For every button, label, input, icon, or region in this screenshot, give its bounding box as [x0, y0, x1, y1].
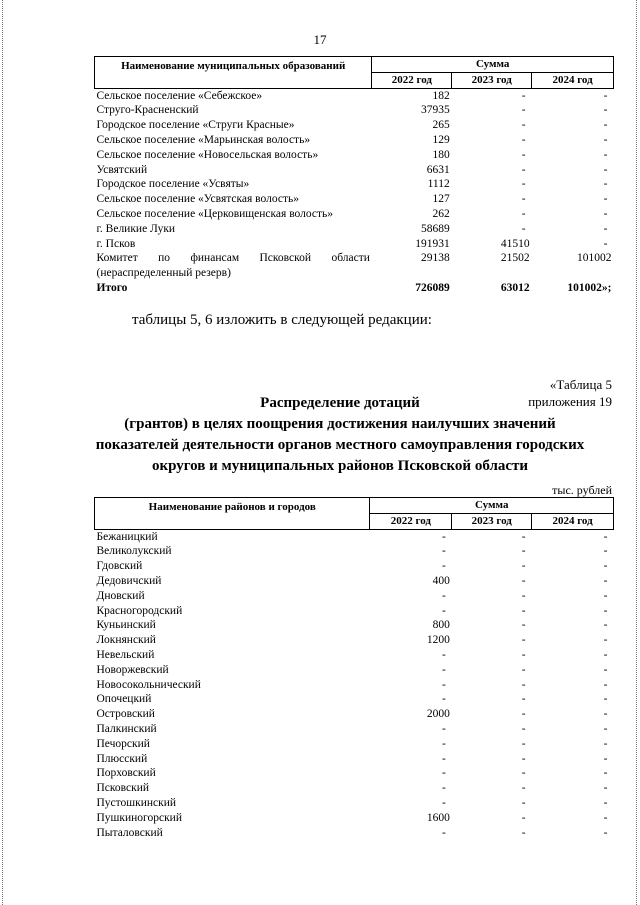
table-row — [95, 811, 614, 826]
row-value-2024: - — [603, 119, 608, 132]
table-row — [95, 163, 614, 178]
row-value-2022: 58689 — [421, 222, 450, 235]
row-value-2022: - — [441, 589, 446, 602]
row-value-2022: - — [441, 826, 446, 839]
row-name: Невельский — [96, 648, 155, 661]
row-value-2024: - — [603, 811, 608, 824]
row-value-2023: - — [521, 634, 526, 647]
row-name: Пустошкинский — [96, 796, 177, 809]
row-value-2023: - — [521, 222, 526, 235]
row-name: Новосокольнический — [96, 678, 201, 691]
table-row — [95, 237, 614, 252]
row-name: Дедовичский — [96, 574, 162, 587]
table-row — [95, 177, 614, 192]
table-row — [95, 529, 614, 544]
table-row — [95, 752, 614, 767]
table-reference-line1: «Таблица 5 — [549, 377, 612, 392]
header-year-cell: 2022 год — [370, 513, 452, 529]
row-value-2024: - — [603, 648, 608, 661]
row-value-2022: - — [441, 545, 446, 558]
scan-edge-left — [2, 0, 3, 905]
row-name: г. Псков — [96, 237, 136, 250]
row-name: Пыталовский — [96, 826, 163, 839]
committee-name-line1: Комитет по финансам Псковской области — [96, 252, 370, 265]
row-value-2024: - — [603, 89, 608, 102]
row-name: Сельское поселение «Церковищенская волость» — [96, 207, 334, 220]
row-name: Дновский — [96, 589, 145, 602]
row-value-2022: 2000 — [426, 708, 450, 721]
row-value-2022: - — [441, 678, 446, 691]
row-value-2023: - — [521, 133, 526, 146]
row-value-2023: - — [521, 826, 526, 839]
row-value-2022: 6631 — [426, 163, 450, 176]
title-line: округов и муниципальных районов Псковской области — [151, 458, 529, 474]
table-row — [95, 648, 614, 663]
table-row — [95, 604, 614, 619]
municipal-table — [94, 56, 614, 296]
row-value-2023: - — [521, 708, 526, 721]
row-name: Опочецкий — [96, 693, 152, 706]
row-value-2023: - — [521, 619, 526, 632]
header-year-cell: 2024 год — [532, 513, 614, 529]
row-value-2022: - — [441, 767, 446, 780]
row-value-2023: - — [521, 193, 526, 206]
row-value-2022: - — [441, 796, 446, 809]
row-value-2023: - — [521, 574, 526, 587]
row-value-2022: - — [441, 737, 446, 750]
row-value-2022: - — [441, 663, 446, 676]
row-value-2023: - — [521, 560, 526, 573]
row-value-2023: - — [521, 663, 526, 676]
row-value-2023: - — [521, 752, 526, 765]
row-value-2024: - — [603, 663, 608, 676]
committee-name-line2: (нераспределенный резерв) — [96, 267, 231, 280]
row-value-2023: - — [521, 604, 526, 617]
row-value-2023: - — [521, 678, 526, 691]
row-name: Сельское поселение «Себежское» — [96, 89, 263, 102]
header-year-cell: 2022 год — [372, 72, 452, 88]
row-value-2024: - — [603, 782, 608, 795]
row-name: Палкинский — [96, 722, 157, 735]
table-reference-line2: приложения 19 — [528, 394, 612, 409]
row-value-2023: - — [521, 722, 526, 735]
table-title — [80, 393, 600, 477]
row-value-2024: - — [603, 178, 608, 191]
row-value-2023: - — [521, 767, 526, 780]
table-row — [95, 737, 614, 752]
table-row — [95, 766, 614, 781]
table-header-row — [95, 498, 614, 514]
row-value-2023: - — [521, 148, 526, 161]
row-value-2024: - — [603, 752, 608, 765]
row-value-2023: - — [521, 737, 526, 750]
row-name: Сельское поселение «Новосельская волость» — [96, 148, 319, 161]
row-value-2022: 129 — [432, 133, 450, 146]
table-row — [95, 133, 614, 148]
row-value-2024: - — [603, 104, 608, 117]
row-value-2022: 127 — [432, 193, 450, 206]
row-value-2024: - — [603, 148, 608, 161]
row-value-2023: - — [521, 530, 526, 543]
table-row — [95, 103, 614, 118]
row-name: Городское поселение «Струги Красные» — [96, 119, 295, 132]
row-value-2022: 1600 — [426, 811, 450, 824]
table-row — [95, 559, 614, 574]
table-row — [95, 781, 614, 796]
table-row — [95, 192, 614, 207]
header-sum-cell: Сумма — [372, 57, 614, 73]
row-name: Сельское поселение «Усвятская волость» — [96, 193, 300, 206]
row-name: Усвятский — [96, 163, 148, 176]
table-row — [95, 574, 614, 589]
row-value-2024: - — [603, 693, 608, 706]
row-value-2022: - — [441, 648, 446, 661]
row-value-2023: - — [521, 104, 526, 117]
row-value-2024: - — [603, 634, 608, 647]
row-value-2024: - — [603, 222, 608, 235]
row-value-2023: - — [521, 163, 526, 176]
row-value-2022: 1200 — [426, 634, 450, 647]
row-value-2023: - — [521, 207, 526, 220]
total-value-2024: 101002»; — [567, 281, 612, 294]
row-name — [95, 251, 372, 281]
header-year-cell: 2023 год — [452, 72, 532, 88]
title-line: показателей деятельности органов местного самоуправления городских — [95, 437, 585, 453]
row-value-2024: - — [603, 237, 608, 250]
row-value-2022: 37935 — [421, 104, 450, 117]
table-row — [95, 663, 614, 678]
header-name-cell: Наименование районов и городов — [95, 498, 370, 530]
row-value-2022: 182 — [432, 89, 450, 102]
row-value-2024: - — [603, 133, 608, 146]
row-value-2024: - — [603, 796, 608, 809]
row-name: Городское поселение «Усвяты» — [96, 178, 250, 191]
row-value-2024: - — [603, 708, 608, 721]
row-value-2023: - — [521, 811, 526, 824]
table-row — [95, 148, 614, 163]
row-name: Куньинский — [96, 619, 156, 632]
row-value-2023: - — [521, 796, 526, 809]
row-value-2022: - — [441, 530, 446, 543]
row-value-2024: 101002 — [577, 252, 612, 265]
table-row — [95, 678, 614, 693]
row-value-2023: - — [521, 693, 526, 706]
header-name-cell: Наименование муниципальных образований — [95, 57, 372, 89]
row-value-2024: - — [603, 560, 608, 573]
table-row — [95, 207, 614, 222]
header-sum-cell: Сумма — [370, 498, 614, 514]
scan-edge-right — [636, 0, 637, 905]
row-value-2022: - — [441, 752, 446, 765]
title-line: (грантов) в целях поощрения достижения наилучших значений — [124, 416, 556, 432]
table-row — [95, 796, 614, 811]
row-value-2023: - — [521, 648, 526, 661]
row-value-2024: - — [603, 678, 608, 691]
row-name: Струго-Красненский — [96, 104, 199, 117]
total-value-2023: 63012 — [500, 281, 530, 294]
row-name: Великолукский — [96, 545, 172, 558]
table-row — [95, 589, 614, 604]
row-value-2023: - — [521, 178, 526, 191]
row-name: Островский — [96, 708, 155, 721]
page-number: 17 — [313, 32, 327, 47]
row-name: Плюсский — [96, 752, 148, 765]
row-value-2023: - — [521, 782, 526, 795]
districts-table — [94, 497, 614, 840]
row-value-2023: - — [521, 545, 526, 558]
row-value-2022: 265 — [432, 119, 450, 132]
row-value-2023: - — [521, 589, 526, 602]
row-value-2024: - — [603, 163, 608, 176]
total-label: Итого — [96, 281, 128, 294]
row-value-2022: 191931 — [415, 237, 450, 250]
header-year-cell: 2023 год — [452, 513, 532, 529]
row-name: Псковский — [96, 782, 150, 795]
row-value-2022: 180 — [432, 148, 450, 161]
row-value-2022: 1112 — [427, 178, 450, 191]
table-row — [95, 88, 614, 103]
row-value-2023: 41510 — [500, 237, 530, 250]
row-value-2022: - — [441, 722, 446, 735]
table-header-row — [95, 57, 614, 73]
row-value-2024: - — [603, 619, 608, 632]
row-name: Новоржевский — [96, 663, 169, 676]
header-year-cell: 2024 год — [532, 72, 614, 88]
row-name: Пушкиногорский — [96, 811, 182, 824]
row-value-2022: - — [441, 560, 446, 573]
row-value-2024: - — [603, 589, 608, 602]
row-name: Красногородский — [96, 604, 183, 617]
row-value-2022: - — [441, 782, 446, 795]
row-name: Локнянский — [96, 634, 156, 647]
row-value-2022: 29138 — [421, 252, 450, 265]
row-value-2022: - — [441, 604, 446, 617]
row-value-2024: - — [603, 207, 608, 220]
table-row — [95, 722, 614, 737]
row-value-2022: 800 — [432, 619, 450, 632]
committee-row — [95, 251, 614, 281]
row-value-2023: - — [521, 89, 526, 102]
row-name: г. Великие Луки — [96, 222, 176, 235]
amendment-paragraph: таблицы 5, 6 изложить в следующей редакции: — [132, 312, 432, 328]
table-row — [95, 692, 614, 707]
row-value-2024: - — [603, 604, 608, 617]
row-value-2022: - — [441, 693, 446, 706]
row-name: Бежаницкий — [96, 530, 158, 543]
row-value-2024: - — [603, 530, 608, 543]
total-value-2022: 726089 — [415, 281, 450, 294]
title-line: Распределение дотаций — [260, 395, 420, 411]
table-row — [95, 826, 614, 841]
row-value-2023: 21502 — [500, 252, 530, 265]
row-value-2024: - — [603, 193, 608, 206]
row-value-2024: - — [603, 737, 608, 750]
row-value-2022: 400 — [432, 574, 450, 587]
units-label: тыс. рублей — [552, 483, 612, 497]
table-row — [95, 544, 614, 559]
row-value-2023: - — [521, 119, 526, 132]
row-value-2024: - — [603, 545, 608, 558]
row-value-2024: - — [603, 767, 608, 780]
row-name: Порховский — [96, 767, 156, 780]
table-row — [95, 707, 614, 722]
row-name: Сельское поселение «Марьинская волость» — [96, 133, 311, 146]
table-row — [95, 618, 614, 633]
row-value-2022: 262 — [432, 207, 450, 220]
table-row — [95, 222, 614, 237]
table-row — [95, 118, 614, 133]
row-name: Печорский — [96, 737, 150, 750]
row-name: Гдовский — [96, 560, 143, 573]
row-value-2024: - — [603, 826, 608, 839]
table-row — [95, 633, 614, 648]
row-value-2024: - — [603, 722, 608, 735]
row-value-2024: - — [603, 574, 608, 587]
total-row — [95, 281, 614, 296]
